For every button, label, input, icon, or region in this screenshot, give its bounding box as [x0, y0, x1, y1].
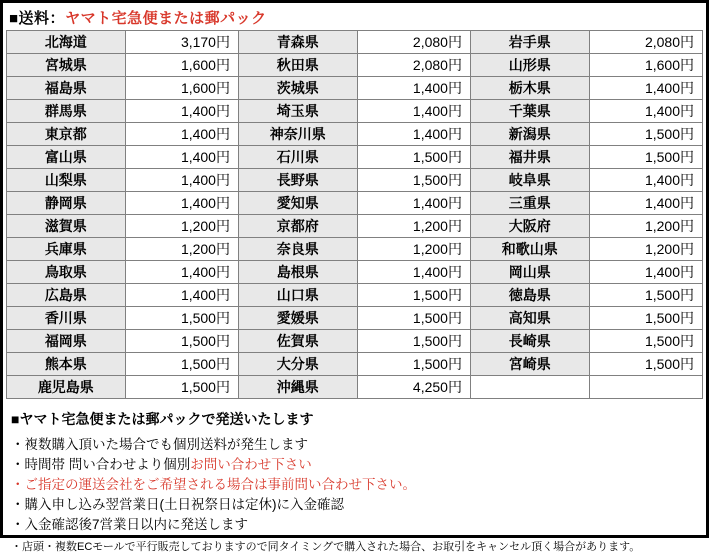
note-line-parallel-sales: ・店頭・複数ECモールで平行販売しておりますので同タイミングで購入された場合、お取引をキャンセル頂く場合があります。 — [11, 541, 641, 553]
page-title — [3, 3, 706, 30]
prefecture-cell: 静岡県 — [7, 192, 126, 215]
prefecture-cell: 長野県 — [238, 169, 357, 192]
fee-cell: 1,400円 — [589, 100, 702, 123]
fee-cell: 1,400円 — [357, 100, 470, 123]
fee-cell: 1,400円 — [125, 192, 238, 215]
fee-cell: 1,400円 — [125, 261, 238, 284]
table-row — [7, 54, 703, 77]
shipping-fee-table — [6, 30, 703, 399]
table-row — [7, 192, 703, 215]
shipping-fee-table-body — [7, 31, 703, 399]
prefecture-cell: 岡山県 — [470, 261, 589, 284]
table-row — [7, 31, 703, 54]
prefecture-cell: 北海道 — [7, 31, 126, 54]
fee-cell: 1,500円 — [125, 330, 238, 353]
fee-cell: 2,080円 — [589, 31, 702, 54]
fee-cell: 1,200円 — [357, 215, 470, 238]
note-line-time-slot-black: ・時間帯 問い合わせより個別 — [11, 457, 191, 472]
empty-cell — [589, 376, 702, 399]
prefecture-cell: 福島県 — [7, 77, 126, 100]
fee-cell: 1,500円 — [589, 146, 702, 169]
table-row — [7, 307, 703, 330]
fee-cell: 1,500円 — [589, 353, 702, 376]
prefecture-cell: 大分県 — [238, 353, 357, 376]
fee-cell: 1,400円 — [589, 169, 702, 192]
fee-cell: 1,500円 — [125, 307, 238, 330]
note-line-payment-confirm: ・購入申し込み翌営業日(土日祝祭日は定休)に入金確認 — [11, 497, 344, 512]
prefecture-cell: 富山県 — [7, 146, 126, 169]
fee-cell: 1,500円 — [357, 307, 470, 330]
table-row — [7, 330, 703, 353]
fee-cell: 1,400円 — [357, 192, 470, 215]
fee-cell: 1,500円 — [125, 353, 238, 376]
prefecture-cell: 茨城県 — [238, 77, 357, 100]
table-row — [7, 284, 703, 307]
prefecture-cell: 神奈川県 — [238, 123, 357, 146]
fee-cell: 1,600円 — [125, 54, 238, 77]
fee-cell: 1,400円 — [357, 123, 470, 146]
prefecture-cell: 香川県 — [7, 307, 126, 330]
fee-cell: 1,500円 — [357, 330, 470, 353]
fee-cell: 1,600円 — [125, 77, 238, 100]
prefecture-cell: 群馬県 — [7, 100, 126, 123]
prefecture-cell: 滋賀県 — [7, 215, 126, 238]
prefecture-cell: 宮崎県 — [470, 353, 589, 376]
fee-cell: 1,400円 — [589, 261, 702, 284]
prefecture-cell: 栃木県 — [470, 77, 589, 100]
fee-cell: 1,400円 — [125, 169, 238, 192]
table-row — [7, 215, 703, 238]
notes-section — [3, 399, 706, 555]
fee-cell: 1,200円 — [125, 238, 238, 261]
fee-cell: 1,400円 — [125, 100, 238, 123]
prefecture-cell: 熊本県 — [7, 353, 126, 376]
note-line-time-slot — [11, 455, 698, 475]
prefecture-cell: 奈良県 — [238, 238, 357, 261]
prefecture-cell: 山形県 — [470, 54, 589, 77]
table-row — [7, 100, 703, 123]
fee-cell: 1,500円 — [357, 146, 470, 169]
fee-cell: 1,500円 — [357, 169, 470, 192]
table-row — [7, 77, 703, 100]
fee-cell: 1,400円 — [125, 123, 238, 146]
table-row — [7, 261, 703, 284]
fee-cell: 1,400円 — [125, 284, 238, 307]
fee-cell: 1,200円 — [589, 238, 702, 261]
prefecture-cell: 東京都 — [7, 123, 126, 146]
fee-cell: 1,200円 — [357, 238, 470, 261]
prefecture-cell: 三重県 — [470, 192, 589, 215]
prefecture-cell: 沖縄県 — [238, 376, 357, 399]
table-row — [7, 169, 703, 192]
fee-cell: 1,500円 — [589, 307, 702, 330]
note-line-carrier-request: ・ご指定の運送会社をご希望される場合は事前問い合わせ下さい。 — [11, 477, 416, 492]
table-row — [7, 146, 703, 169]
fee-cell: 3,170円 — [125, 31, 238, 54]
table-row — [7, 123, 703, 146]
fee-cell: 1,500円 — [125, 376, 238, 399]
prefecture-cell: 青森県 — [238, 31, 357, 54]
prefecture-cell: 兵庫県 — [7, 238, 126, 261]
prefecture-cell: 岩手県 — [470, 31, 589, 54]
fee-cell: 1,200円 — [125, 215, 238, 238]
fee-cell: 2,080円 — [357, 31, 470, 54]
fee-cell: 1,400円 — [589, 192, 702, 215]
prefecture-cell: 鹿児島県 — [7, 376, 126, 399]
prefecture-cell: 愛知県 — [238, 192, 357, 215]
prefecture-cell: 佐賀県 — [238, 330, 357, 353]
prefecture-cell: 山口県 — [238, 284, 357, 307]
prefecture-cell: 島根県 — [238, 261, 357, 284]
fee-cell: 1,400円 — [357, 77, 470, 100]
fee-cell: 1,600円 — [589, 54, 702, 77]
fee-cell: 1,200円 — [589, 215, 702, 238]
empty-cell — [470, 376, 589, 399]
prefecture-cell: 和歌山県 — [470, 238, 589, 261]
fee-cell: 1,500円 — [589, 330, 702, 353]
note-line-shipping-days: ・入金確認後7営業日以内に発送します — [11, 517, 249, 532]
prefecture-cell: 京都府 — [238, 215, 357, 238]
fee-cell: 1,500円 — [589, 284, 702, 307]
prefecture-cell: 石川県 — [238, 146, 357, 169]
prefecture-cell: 福井県 — [470, 146, 589, 169]
fee-cell: 1,500円 — [357, 353, 470, 376]
prefecture-cell: 愛媛県 — [238, 307, 357, 330]
table-row — [7, 238, 703, 261]
fee-cell: 1,500円 — [589, 123, 702, 146]
prefecture-cell: 大阪府 — [470, 215, 589, 238]
fee-cell: 2,080円 — [357, 54, 470, 77]
note-line-multiple-purchase: ・複数購入頂いた場合でも個別送料が発生します — [11, 437, 308, 452]
prefecture-cell: 秋田県 — [238, 54, 357, 77]
page-title-accent: ヤマト宅急便または郵パック — [65, 10, 267, 27]
prefecture-cell: 岐阜県 — [470, 169, 589, 192]
prefecture-cell: 埼玉県 — [238, 100, 357, 123]
prefecture-cell: 鳥取県 — [7, 261, 126, 284]
prefecture-cell: 徳島県 — [470, 284, 589, 307]
fee-cell: 4,250円 — [357, 376, 470, 399]
prefecture-cell: 福岡県 — [7, 330, 126, 353]
fee-cell: 1,400円 — [357, 261, 470, 284]
prefecture-cell: 新潟県 — [470, 123, 589, 146]
fee-cell: 1,400円 — [589, 77, 702, 100]
table-row — [7, 376, 703, 399]
prefecture-cell: 山梨県 — [7, 169, 126, 192]
note-line-time-slot-red: お問い合わせ下さい — [190, 457, 312, 472]
prefecture-cell: 高知県 — [470, 307, 589, 330]
prefecture-cell: 広島県 — [7, 284, 126, 307]
page-title-mark: ■送料： — [9, 10, 66, 27]
prefecture-cell: 長崎県 — [470, 330, 589, 353]
table-row — [7, 353, 703, 376]
prefecture-cell: 宮城県 — [7, 54, 126, 77]
fee-cell: 1,500円 — [357, 284, 470, 307]
prefecture-cell: 千葉県 — [470, 100, 589, 123]
notes-heading: ■ヤマト宅急便または郵パックで発送いたします — [11, 411, 314, 427]
fee-cell: 1,400円 — [125, 146, 238, 169]
